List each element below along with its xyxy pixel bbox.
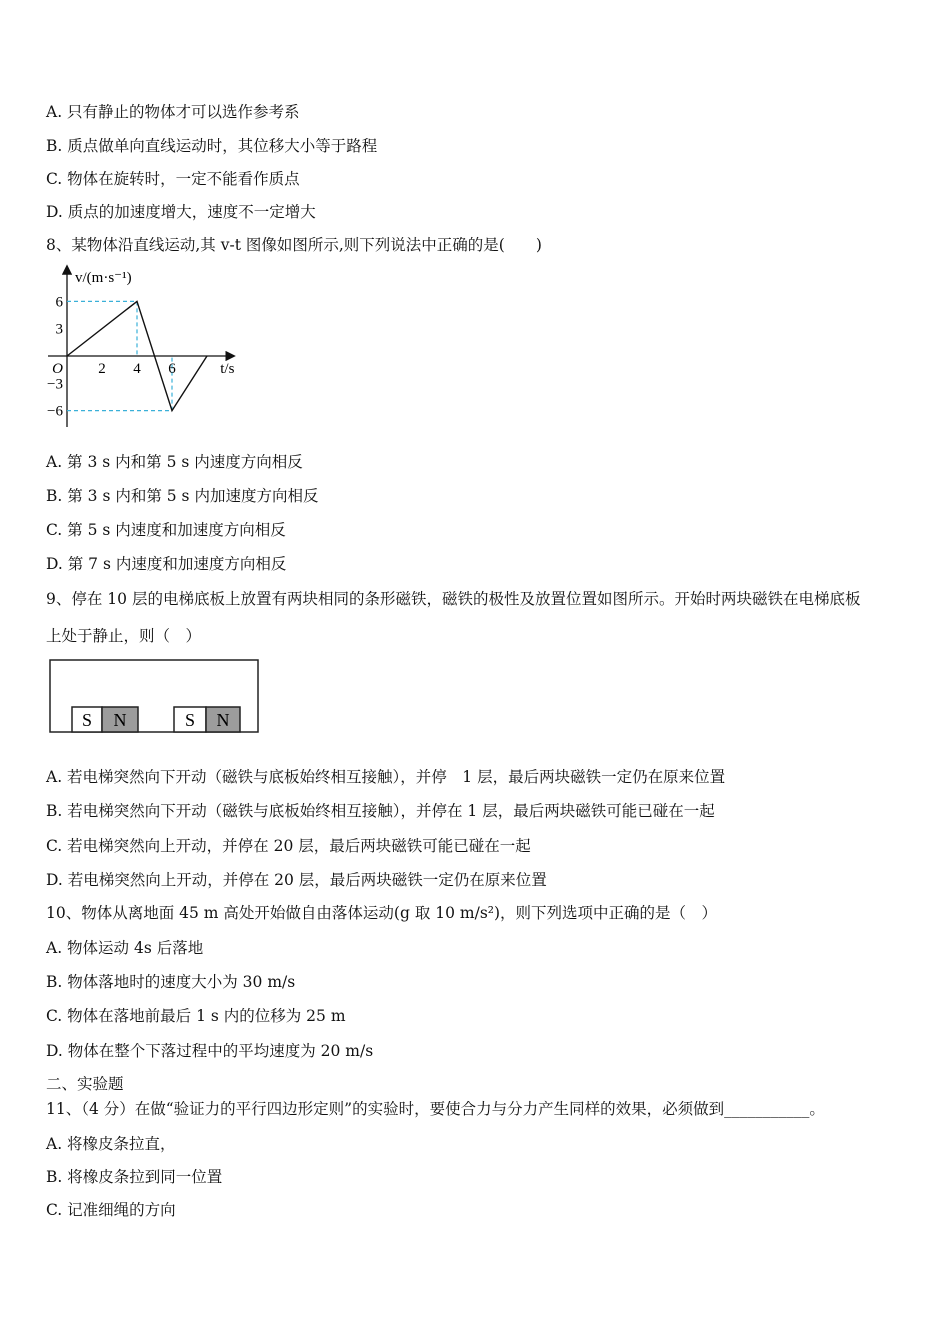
- q7-option-b: B. 质点做单向直线运动时，其位移大小等于路程: [46, 137, 378, 155]
- q10-option-c: C. 物体在落地前最后 1 s 内的位移为 25 m: [46, 1007, 346, 1025]
- y-tick-label-3: −6: [47, 403, 63, 420]
- q11-option-a: A. 将橡皮条拉直，: [46, 1135, 176, 1153]
- q10-option-d: D. 物体在整个下落过程中的平均速度为 20 m/s: [46, 1042, 374, 1060]
- q9-stem-line1: 9、停在 10 层的电梯底板上放置有两块相同的条形磁铁，磁铁的极性及放置位置如图所示。开始时两块磁铁在电梯底板: [46, 590, 861, 608]
- elevator-magnet-figure: [48, 658, 262, 736]
- q9-stem-line2: 上处于静止，则（ ）: [46, 627, 202, 645]
- q10-option-b: B. 物体落地时的速度大小为 30 m/s: [46, 973, 296, 991]
- q11-option-b: B. 将橡皮条拉到同一位置: [46, 1168, 223, 1186]
- y-axis-label: v/(m·s⁻¹): [75, 270, 132, 286]
- q9-option-b: B. 若电梯突然向下开动（磁铁与底板始终相互接触），并停在 1 层，最后两块磁铁可能已碰在一起: [46, 802, 715, 820]
- q8-option-d: D. 第 7 s 内速度和加速度方向相反: [46, 555, 287, 573]
- magnet2-s-label: S: [184, 710, 196, 730]
- q8-stem: 8、某物体沿直线运动,其 v-t 图像如图所示,则下列说法中正确的是( ): [46, 236, 542, 254]
- q9-option-c: C. 若电梯突然向上开动，并停在 20 层，最后两块磁铁可能已碰在一起: [46, 837, 531, 855]
- q7-option-d: D. 质点的加速度增大，速度不一定增大: [46, 203, 316, 221]
- x-axis-label: t/s: [220, 361, 235, 377]
- q8-option-b: B. 第 3 s 内和第 5 s 内加速度方向相反: [46, 487, 319, 505]
- section-heading: 二、实验题: [46, 1075, 124, 1093]
- q11-stem: 11、（4 分）在做“验证力的平行四边形定则”的实验时，要使合力与分力产生同样的效果，必须做到___________。: [46, 1100, 825, 1118]
- vt-graph: [40, 262, 260, 427]
- y-tick-label-0: 6: [55, 294, 63, 311]
- q7-option-a: A. 只有静止的物体才可以选作参考系: [46, 103, 300, 121]
- q8-option-c: C. 第 5 s 内速度和加速度方向相反: [46, 521, 286, 539]
- q11-option-c: C. 记准细绳的方向: [46, 1201, 176, 1219]
- q9-option-d: D. 若电梯突然向上开动，并停在 20 层，最后两块磁铁一定仍在原来位置: [46, 871, 547, 889]
- q9-option-a: A. 若电梯突然向下开动（磁铁与底板始终相互接触），并停 1 层，最后两块磁铁一定仍在原来位置: [46, 768, 726, 786]
- origin-label: O: [52, 361, 63, 377]
- y-tick-label-2: −3: [47, 376, 63, 393]
- y-tick-label-1: 3: [55, 321, 63, 338]
- x-tick-label-2: 2: [98, 361, 106, 377]
- magnet1-s-label: S: [81, 710, 93, 730]
- q10-stem: 10、物体从离地面 45 m 高处开始做自由落体运动(g 取 10 m/s²)，则下列选项中正确的是（ ）: [46, 904, 718, 922]
- q7-option-c: C. 物体在旋转时，一定不能看作质点: [46, 170, 300, 188]
- x-tick-label-4: 4: [133, 361, 141, 377]
- q10-option-a: A. 物体运动 4s 后落地: [46, 939, 204, 957]
- magnet2-n-label: N: [216, 710, 230, 730]
- x-tick-label-6: 6: [168, 361, 176, 377]
- magnet1-n-label: N: [113, 710, 127, 730]
- q8-option-a: A. 第 3 s 内和第 5 s 内速度方向相反: [46, 453, 303, 471]
